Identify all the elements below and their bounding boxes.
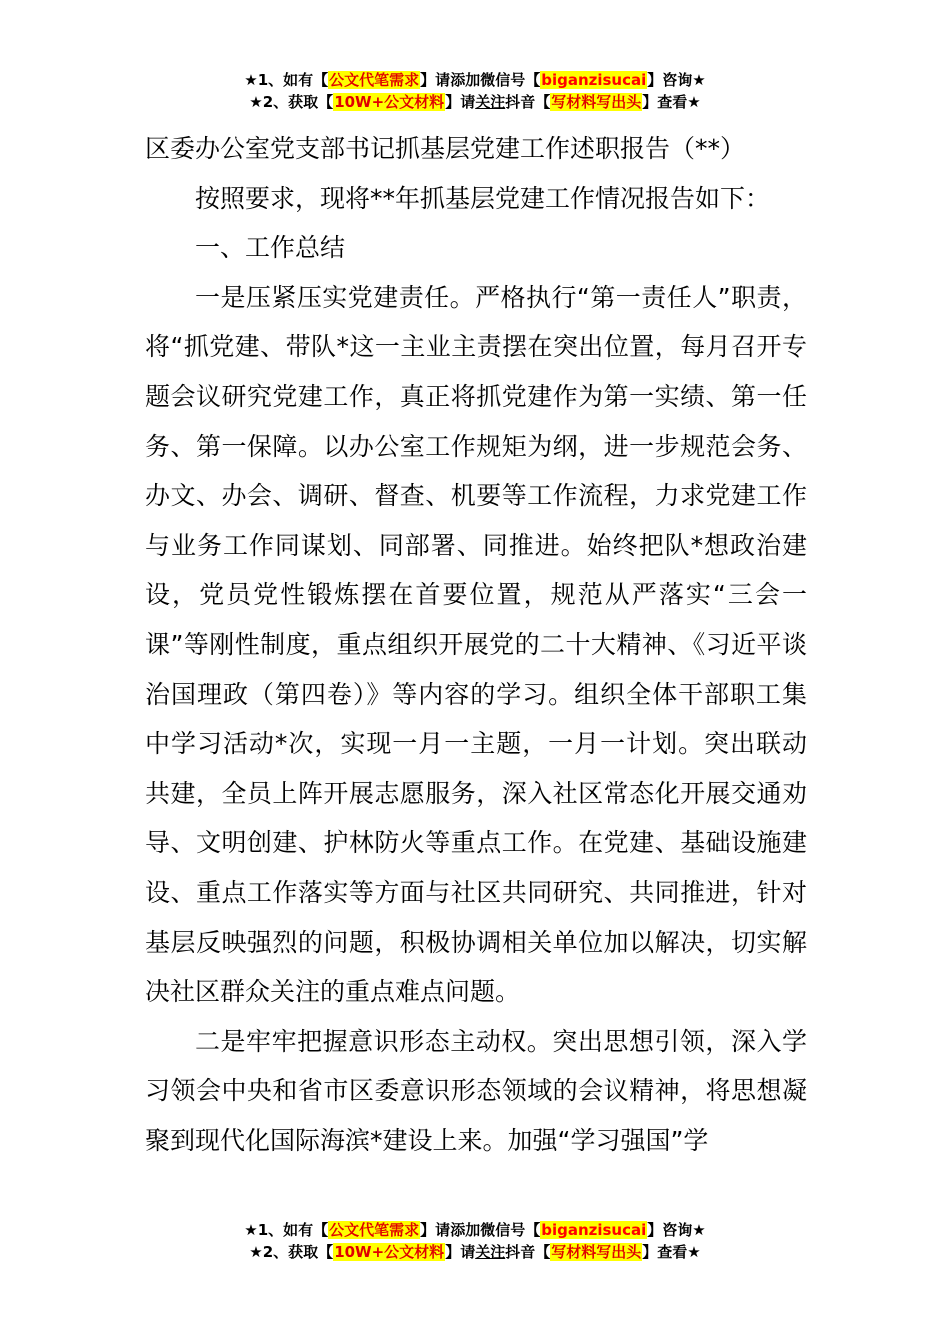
banner-text: 关注 xyxy=(475,1243,506,1261)
banner-text: 添加 xyxy=(450,1221,481,1239)
highlight-materials: 10W+公文材料 xyxy=(334,93,445,111)
banner-text: 微信号【 xyxy=(480,71,541,89)
banner-text: 关注 xyxy=(475,93,506,111)
banner-text: 】请 xyxy=(420,1221,451,1239)
document-title: 区委办公室党支部书记抓基层党建工作述职报告（**） xyxy=(145,134,746,163)
banner-text: 】请 xyxy=(445,1243,476,1261)
banner-text: 】查看★ xyxy=(642,93,701,111)
banner-text: 】查看★ xyxy=(642,1243,701,1261)
banner-text: ★1、如有【 xyxy=(244,1221,329,1239)
highlight-service: 公文代笔需求 xyxy=(329,1221,420,1239)
top-banner xyxy=(0,69,950,113)
highlight-materials: 10W+公文材料 xyxy=(334,1243,445,1261)
banner-text: 抖音【 xyxy=(505,93,551,111)
banner-text: ★2、获取【 xyxy=(249,93,334,111)
highlight-wechat-id: biganzisucai xyxy=(541,1221,647,1239)
banner-line-1 xyxy=(0,69,950,91)
banner-line-2 xyxy=(0,91,950,113)
banner-text: ★2、获取【 xyxy=(249,1243,334,1261)
banner-text: 】咨询★ xyxy=(647,1221,706,1239)
bottom-banner xyxy=(0,1219,950,1263)
banner-text: ★1、如有【 xyxy=(244,71,329,89)
banner-text: 】咨询★ xyxy=(647,71,706,89)
paragraph-2: 二是牢牢把握意识形态主动权。突出思想引领，深入学习领会中央和省市区委意识形态领域的会议精神，将思想凝聚到现代化国际海滨*建设上来。加强“学习强国”学 xyxy=(145,1026,807,1155)
banner-line-1 xyxy=(0,1219,950,1241)
document-body xyxy=(145,124,807,1165)
section-heading: 一、工作总结 xyxy=(195,233,346,263)
banner-text: 】请 xyxy=(420,71,451,89)
paragraph-1: 一是压紧压实党建责任。严格执行“第一责任人”职责，将“抓党建、带队*这一主业主责摆在突出位置，每月召开专题会议研究党建工作，真正将抓党建作为第一实绩、第一任务、第一保障。以办公室工作规矩为纲，进一步规范会务、办文、办会、调研、督查、机要等工作流程，力求党建工作与业务工作同谋划、同部署、同推进。始终把队*想政治建设，党员党性锻炼摆在首要位置，规范从严落实“三会一课”等刚性制度，重点组织开展党的二十大精神、《习近平谈治国理政（第四卷）》等内容的学习。组织全体干部职工集中学习活动*次，实现一月一主题，一月一计划。突出联动共建，全员上阵开展志愿服务，深入社区常态化开展交通劝导、文明创建、护林防火等重点工作。在党建、基础设施建设、重点工作落实等方面与社区共同研究、共同推进，针对基层反映强烈的问题，积极协调相关单位加以解决，切实解决社区群众关注的重点难点问题。 xyxy=(145,282,807,1007)
banner-text: 微信号【 xyxy=(480,1221,541,1239)
highlight-douyin: 写材料写出头 xyxy=(551,93,642,111)
highlight-service: 公文代笔需求 xyxy=(329,71,420,89)
banner-text: 添加 xyxy=(450,71,481,89)
highlight-wechat-id: biganzisucai xyxy=(541,71,647,89)
banner-text: 抖音【 xyxy=(505,1243,551,1261)
banner-text: 】请 xyxy=(445,93,476,111)
highlight-douyin: 写材料写出头 xyxy=(551,1243,642,1261)
banner-line-2 xyxy=(0,1241,950,1263)
intro-paragraph: 按照要求，现将**年抓基层党建工作情况报告如下： xyxy=(195,183,771,213)
